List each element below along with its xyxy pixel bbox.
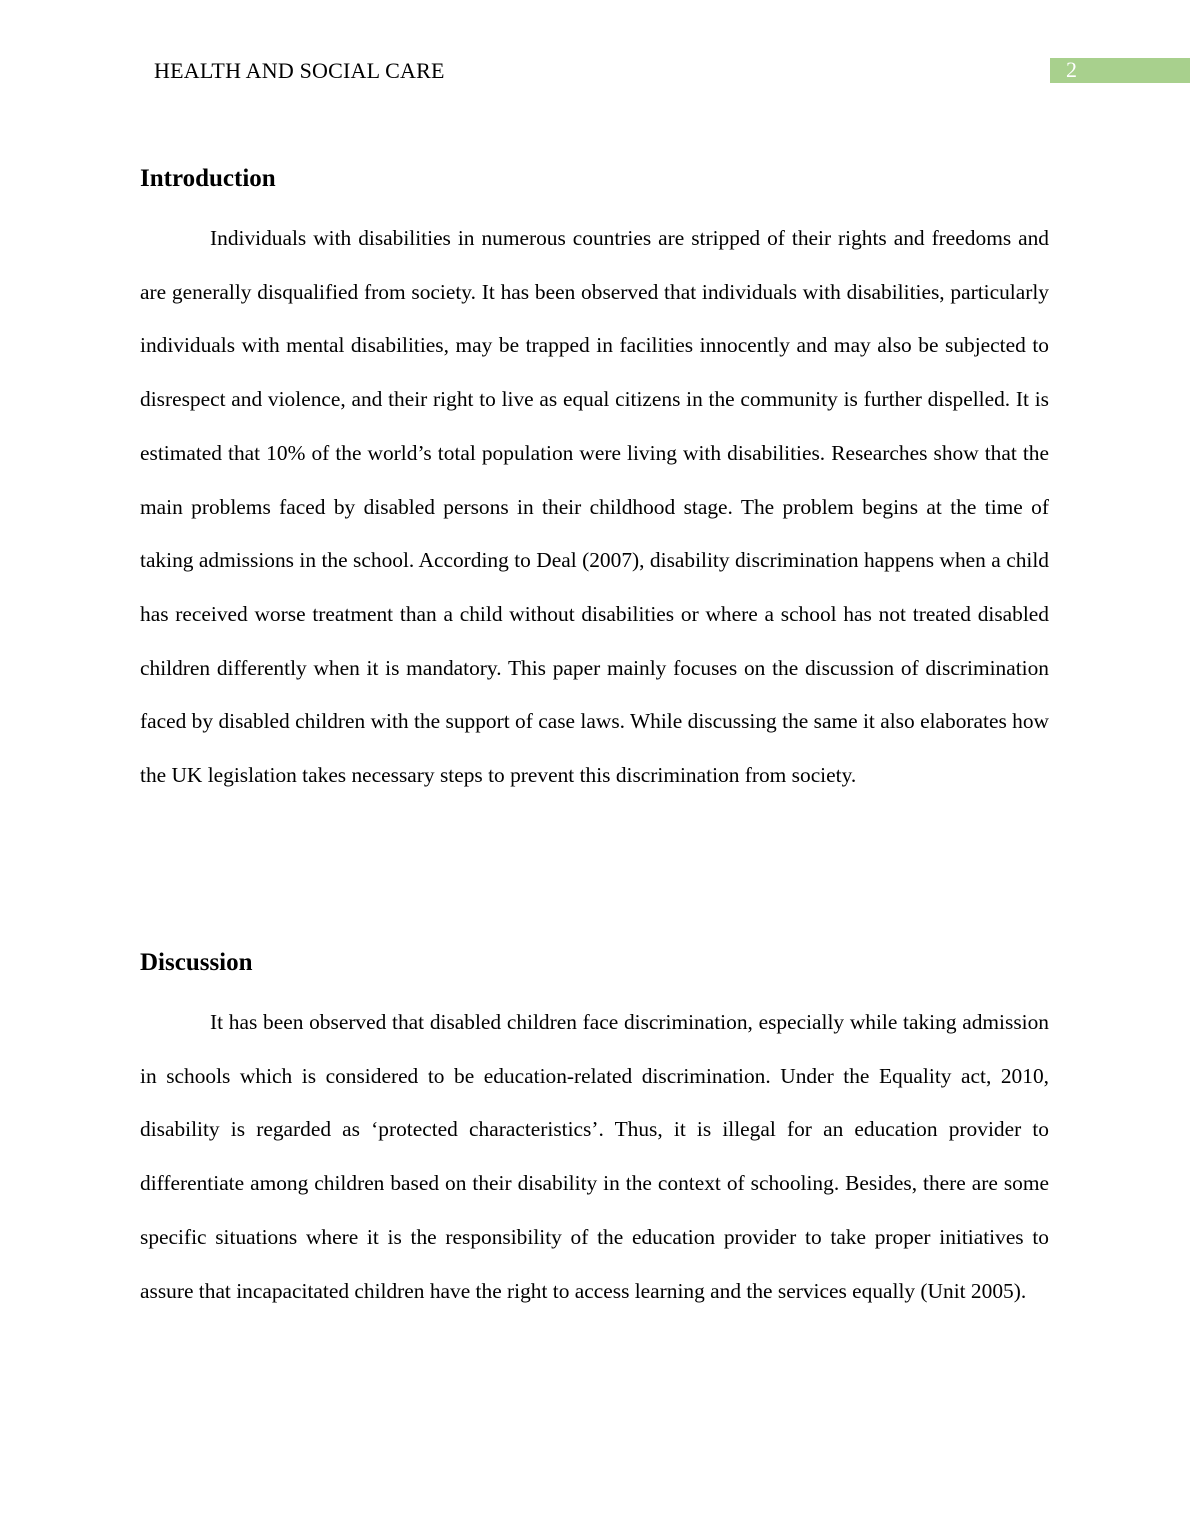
paragraph-discussion: It has been observed that disabled children face discrimination, especially while taking admission in schools which is considered to be education-related discrimination. Under the Equality act, 2010, disability is regarded as ‘protected characteristics’. Thus, it is illegal for an education provider to differentiate among children based on their disability in the context of schooling. Besides, there are some specific situations where it is the responsibility of the education provider to take proper initiatives to assure that incapacitated children have the right to access learning and the services equally (Unit 2005). <box>140 1010 1049 1303</box>
page-number: 2 <box>1066 57 1077 82</box>
running-header-title: HEALTH AND SOCIAL CARE <box>154 58 445 83</box>
paragraph-introduction: Individuals with disabilities in numerous countries are stripped of their rights and freedoms and are generally disqualified from society. It has been observed that individuals with disabilities, particularly individuals with mental disabilities, may be trapped in facilities innocently and may also be subjected to disrespect and violence, and their right to live as equal citizens in the community is further dispelled. It is estimated that 10% of the world’s total population were living with disabilities. Researches show that the main problems faced by disabled persons in their childhood stage. The problem begins at the time of taking admissions in the school. According to Deal (2007), disability discrimination happens when a child has received worse treatment than a child without disabilities or where a school has not treated disabled children differently when it is mandatory. This paper mainly focuses on the discussion of discrimination faced by disabled children with the support of case laws. While discussing the same it also elaborates how the UK legislation takes necessary steps to prevent this discrimination from society. <box>140 226 1049 788</box>
page-number-badge <box>1050 58 1190 83</box>
section-heading-discussion: Discussion <box>140 949 253 976</box>
section-heading-introduction: Introduction <box>140 165 276 192</box>
